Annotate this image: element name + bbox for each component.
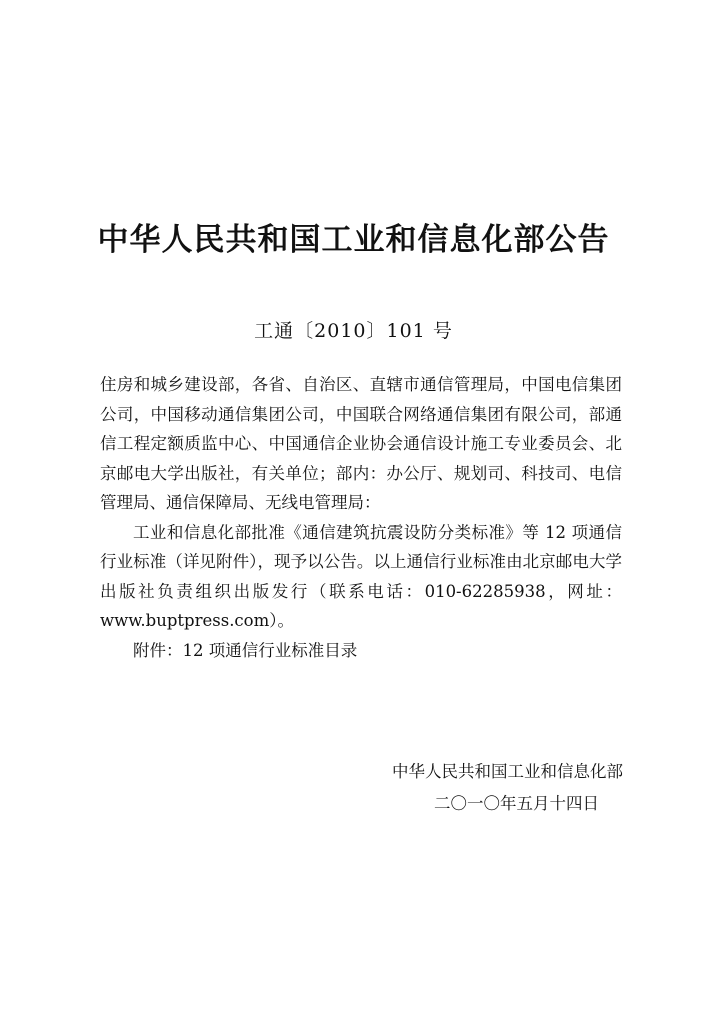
notice-body: [100, 370, 622, 665]
issue-date: 二〇一〇年五月十四日: [434, 794, 599, 813]
notice-title: 中华人民共和国工业和信息化部公告: [97, 222, 610, 258]
recipients-paragraph: 住房和城乡建设部，各省、自治区、直辖市通信管理局，中国电信集团公司，中国移动通信集团公司，中国联合网络通信集团有限公司，部通信工程定额质监中心、中国通信企业协会通信设计施工专业委员会、北京邮电大学出版社，有关单位；部内：办公厅、规划司、科技司、电信管理局、通信保障局、无线电管理局：: [100, 375, 622, 512]
announcement-paragraph: 工业和信息化部批准《通信建筑抗震设防分类标准》等 12 项通信行业标准（详见附件），现予以公告。以上通信行业标准由北京邮电大学出版社负责组织出版发行（联系电话：010-62285938，网址：www.buptpress.com）。: [100, 522, 622, 630]
attachment-line: 附件：12 项通信行业标准目录: [133, 640, 358, 660]
issuer-signature: 中华人民共和国工业和信息化部: [392, 762, 623, 781]
document-number: 工通〔2010〕101 号: [254, 320, 453, 342]
